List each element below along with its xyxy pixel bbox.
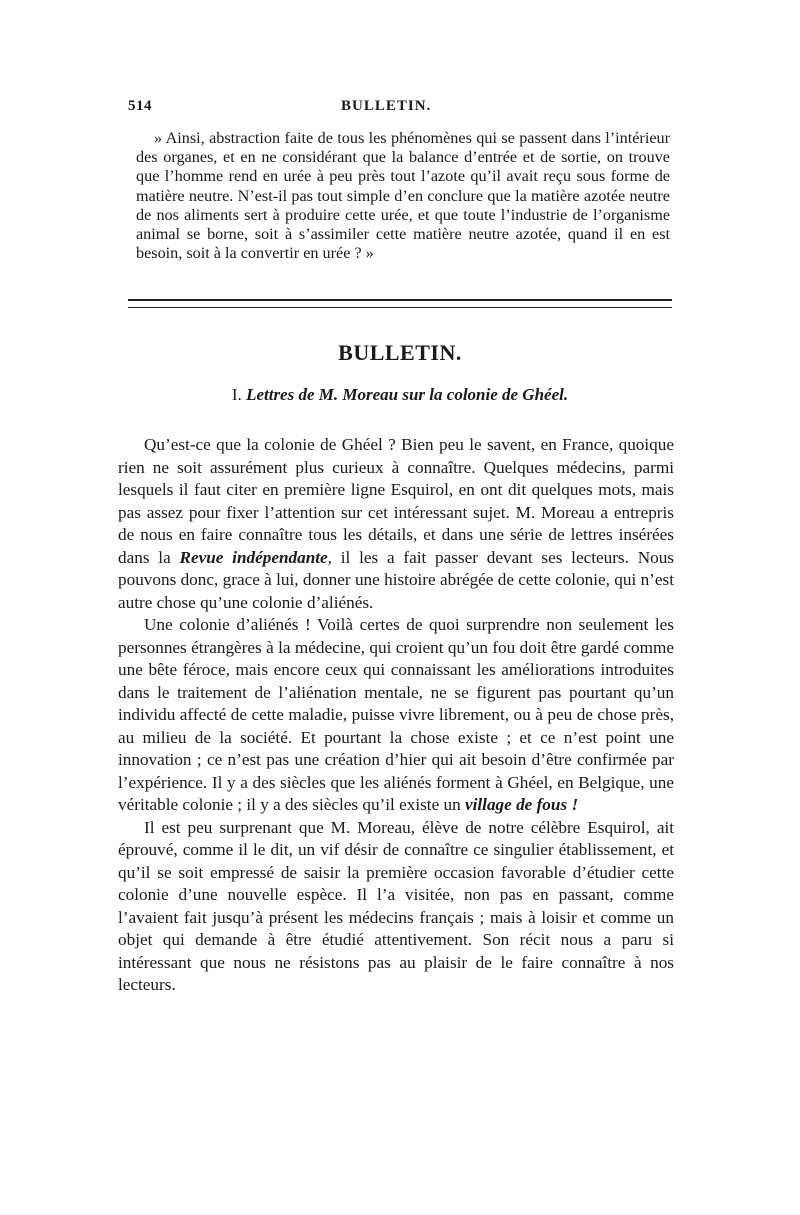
quote-paragraph: » Ainsi, abstraction faite de tous les phénomènes qui se passent dans l’intérieur des organes, et en ne considérant que la balance d’entrée et de sortie, on trouve que l’homme rend en urée à peu près tout l’azote qu’il avait reçu sous forme de matière neutre. N’est-il pas tout simple d’en conclure que la matière azotée neutre de nos aliments sert à produire cette urée, et que toute l’industrie de l’organisme animal se borne, soit à s’assimiler cette matière neutre azotée, quand il en est besoin, soit à la convertir en urée ? » [136, 129, 670, 263]
article-subheading [128, 385, 672, 405]
running-head [128, 98, 672, 118]
body-paragraph-2 [118, 614, 674, 817]
subheading-number: I. [231, 385, 242, 404]
village-phrase: village de fous ! [465, 795, 579, 814]
journal-title: Revue indépendante [179, 547, 328, 567]
body-paragraph-3: Il est peu surprenant que M. Moreau, élève de notre célèbre Esquirol, ait éprouvé, comme il le dit, un vif désir de connaître ce singulier établissement, et qu’il se soit empressé de saisir la première occasion favorable d’étudier cette colonie d’une nouvelle espèce. Il l’a visitée, non pas en passant, comme l’avaient fait jusqu’à présent les médecins français ; mais à loisir et comme un objet qui demande à être étudié attentivement. Son récit nous a paru si intéressant que nous ne résistons pas au plaisir de le faire connaître à nos lecteurs. [118, 817, 674, 994]
subheading-title: Lettres de M. Moreau sur la colonie de Ghéel. [246, 385, 569, 404]
paragraph-2-text: Une colonie d’aliénés ! Voilà certes de quoi surprendre non seulement les personnes étrangères à la médecine, qui croient qu’un fou doit être gardé comme une bête féroce, mais encore ceux qui connaissant les améliorations introduites dans le traitement de l’aliénation mentale, ne se figurent pas pourtant qu’un individu affecté de cette maladie, puisse vivre librement, ou à peu de chose près, au milieu de la société. Et pourtant la chose existe ; et ce n’est point une innovation ; ce n’est pas une création d’hier qui ait besoin d’être confirmée par l’expérience. Il y a des siècles que les aliénés forment à Ghéel, en Belgique, une véritable colonie ; il y a des siècles qu’il existe un [118, 615, 674, 814]
body-paragraph-1 [118, 434, 674, 614]
running-title: BULLETIN. [341, 98, 432, 114]
paragraph-1-text: Qu’est-ce que la colonie de Ghéel ? Bien peu le savent, en France, quoique rien ne soit assurément plus curieux à connaître. Quelques médecins, parmi lesquels il faut citer en première ligne Esquirol, en ont dit quelques mots, mais pas assez pour fixer l’attention sur cet intéressant sujet. M. Moreau a entrepris de nous en faire connaître tous les détails, et dans une série de lettres insérées dans la [118, 435, 674, 567]
section-title: BULLETIN. [338, 340, 462, 365]
article-body [118, 434, 674, 997]
section-divider [128, 299, 672, 308]
page-number: 514 [128, 98, 152, 114]
quoted-passage [136, 129, 670, 263]
paragraph-1-end: , il les a fait passer devant ses lecteurs. Nous pouvons donc, grace à lui, donner une histoire abrégée de cette colonie, qui n’est autre chose qu’une colonie d’aliénés. [118, 547, 674, 612]
